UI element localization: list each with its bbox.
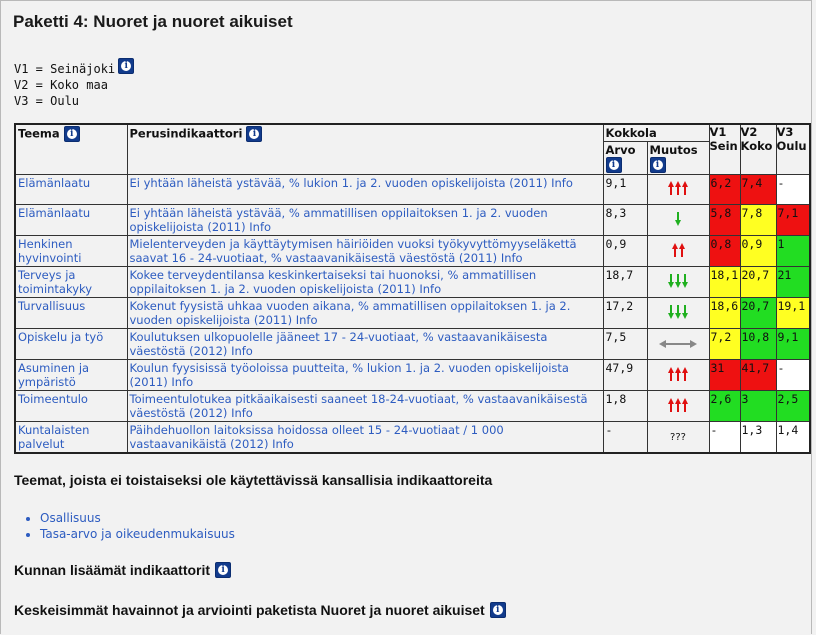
muutos-cell <box>647 391 709 422</box>
v1-cell: 18,6 <box>709 298 740 329</box>
arrow-up-icon <box>668 370 689 384</box>
indicator-cell[interactable] <box>127 298 603 329</box>
indicator-link[interactable]: Mielenterveyden ja käyttäytymisen häiriöiden vuoksi työkyvyttömyyseläkettä saavat 16 - 24-vuotiaat, % vastaavanikäisestä väestöstä (2011) Info <box>129 237 577 265</box>
legend-v2: V2 = Koko maa <box>14 78 108 92</box>
header-v2: V2 Koko <box>740 124 776 175</box>
teema-link[interactable]: Turvallisuus <box>18 299 86 313</box>
arvo-cell: 7,5 <box>603 329 647 360</box>
v2-cell: 41,7 <box>740 360 776 391</box>
table-row <box>15 329 810 360</box>
table-row <box>15 298 810 329</box>
header-arvo: Arvo i <box>603 142 647 175</box>
indicator-cell[interactable] <box>127 205 603 236</box>
legend <box>14 61 134 109</box>
table-row <box>15 360 810 391</box>
v2-cell: 3 <box>740 391 776 422</box>
section-havainnot: Keskeisimmät havainnot ja arviointi paketista Nuoret ja nuoret aikuiset i <box>14 602 506 618</box>
indicator-cell[interactable] <box>127 175 603 205</box>
table-row <box>15 236 810 267</box>
arvo-cell: 1,8 <box>603 391 647 422</box>
muutos-cell <box>647 267 709 298</box>
info-icon[interactable] <box>606 157 622 173</box>
v3-cell: 19,1 <box>776 298 810 329</box>
muutos-cell <box>647 422 709 454</box>
teema-link[interactable]: Toimeentulo <box>18 392 88 406</box>
legend-v1: V1 = Seinäjoki <box>14 62 116 76</box>
table-row <box>15 175 810 205</box>
indicator-link[interactable]: Kokee terveydentilansa keskinkertaiseksi tai huonoksi, % ammatillisen oppilaitoksen 1. ja 2. vuoden opiskelijoista (2011) Info <box>129 268 537 296</box>
indicator-link[interactable]: Koulutuksen ulkopuolelle jääneet 17 - 24-vuotiaat, % vastaavanikäisesta väestöstä (2012) Info <box>129 330 548 358</box>
section-no-indicators: Teemat, joista ei toistaiseksi ole käytettävissä kansallisia indikaattoreita <box>14 472 493 488</box>
info-icon[interactable] <box>650 157 666 173</box>
info-icon[interactable] <box>118 58 134 74</box>
v2-cell: 20,7 <box>740 298 776 329</box>
muutos-unknown: ??? <box>670 431 686 443</box>
v1-cell: 31 <box>709 360 740 391</box>
teema-cell[interactable] <box>15 175 127 205</box>
arrow-down-icon <box>675 215 682 229</box>
info-icon[interactable] <box>490 602 506 618</box>
v3-cell: - <box>776 360 810 391</box>
indicator-table <box>14 123 811 454</box>
v1-cell: 6,2 <box>709 175 740 205</box>
arrow-flat-icon <box>659 340 697 348</box>
arvo-cell: 9,1 <box>603 175 647 205</box>
teema-cell[interactable] <box>15 360 127 391</box>
arvo-cell: 47,9 <box>603 360 647 391</box>
info-icon[interactable] <box>64 126 80 142</box>
info-icon[interactable] <box>215 562 231 578</box>
v3-cell: 21 <box>776 267 810 298</box>
teema-cell[interactable] <box>15 267 127 298</box>
indicator-cell[interactable] <box>127 329 603 360</box>
v2-cell: 0,9 <box>740 236 776 267</box>
v3-cell: 7,1 <box>776 205 810 236</box>
teema-cell[interactable] <box>15 329 127 360</box>
teema-link[interactable]: Elämänlaatu <box>18 176 91 190</box>
v3-cell: 9,1 <box>776 329 810 360</box>
info-icon[interactable] <box>246 126 262 142</box>
arrow-down-icon <box>668 277 689 291</box>
indicator-link[interactable]: Ei yhtään läheistä ystävää, % ammatillisen oppilaitoksen 1. ja 2. vuoden opiskelijoista (2011) Info <box>129 206 548 234</box>
muutos-cell <box>647 329 709 360</box>
v3-cell: - <box>776 175 810 205</box>
muutos-cell <box>647 236 709 267</box>
header-kokkola: Kokkola <box>603 124 709 142</box>
indicator-cell[interactable] <box>127 236 603 267</box>
muutos-cell <box>647 205 709 236</box>
table-row <box>15 205 810 236</box>
teema-cell[interactable] <box>15 236 127 267</box>
table-row <box>15 267 810 298</box>
arvo-cell: 8,3 <box>603 205 647 236</box>
table-row <box>15 422 810 454</box>
teema-cell[interactable] <box>15 391 127 422</box>
v1-cell: 18,1 <box>709 267 740 298</box>
v1-cell: 5,8 <box>709 205 740 236</box>
teema-cell[interactable] <box>15 298 127 329</box>
arvo-cell: 17,2 <box>603 298 647 329</box>
teema-link[interactable]: Elämänlaatu <box>18 206 91 220</box>
arvo-cell: 0,9 <box>603 236 647 267</box>
indicator-cell[interactable] <box>127 422 603 454</box>
header-muutos: Muutos i <box>647 142 709 175</box>
v2-cell: 7,4 <box>740 175 776 205</box>
v3-cell: 2,5 <box>776 391 810 422</box>
indicator-link[interactable]: Päihdehuollon laitoksissa hoidossa olleet 15 - 24-vuotiaat / 1 000 vastaavanikäistä (2012) Info <box>129 423 504 451</box>
page-title: Paketti 4: Nuoret ja nuoret aikuiset <box>13 12 293 31</box>
list-item[interactable]: • Tasa-arvo ja oikeudenmukaisuus <box>40 526 235 542</box>
header-teema: Teema i <box>15 124 127 175</box>
indicator-link[interactable]: Toimeentulotukea pitkäaikaisesti saaneet 18-24-vuotiaat, % vastaavanikäisestä väestöstä (2012) Info <box>129 392 588 420</box>
header-v3: V3 Oulu <box>776 124 810 175</box>
teema-link[interactable]: Opiskelu ja työ <box>18 330 104 344</box>
list-item[interactable]: • Osallisuus <box>40 510 235 526</box>
v2-cell: 10,8 <box>740 329 776 360</box>
v2-cell: 1,3 <box>740 422 776 454</box>
muutos-cell <box>647 175 709 205</box>
section-kunnan: Kunnan lisäämät indikaattorit i <box>14 562 231 578</box>
indicator-link[interactable]: Kokenut fyysistä uhkaa vuoden aikana, % ammatillisen oppilaitoksen 1. ja 2. vuoden opiskelijoista (2011) Info <box>129 299 571 327</box>
indicator-cell[interactable] <box>127 267 603 298</box>
v3-cell: 1 <box>776 236 810 267</box>
teema-cell[interactable] <box>15 422 127 454</box>
teema-cell[interactable] <box>15 205 127 236</box>
arrow-up-icon <box>671 246 685 260</box>
muutos-cell <box>647 298 709 329</box>
arvo-cell: - <box>603 422 647 454</box>
v1-cell: 0,8 <box>709 236 740 267</box>
muutos-cell <box>647 360 709 391</box>
arrow-down-icon <box>668 308 689 322</box>
teema-link[interactable]: Terveys ja toimintakyky <box>18 268 93 296</box>
teema-link[interactable]: Kuntalaisten palvelut <box>18 423 90 451</box>
arrow-up-icon <box>668 184 689 198</box>
arvo-cell: 18,7 <box>603 267 647 298</box>
teema-link[interactable]: Asuminen ja ympäristö <box>18 361 90 389</box>
v2-cell: 7,8 <box>740 205 776 236</box>
v3-cell: 1,4 <box>776 422 810 454</box>
arrow-up-icon <box>668 401 689 415</box>
indicator-link[interactable]: Koulun fyysisissä työoloissa puutteita, % lukion 1. ja 2. vuoden opiskelijoista (2011) Info <box>129 361 569 389</box>
indicator-cell[interactable] <box>127 391 603 422</box>
table-row <box>15 391 810 422</box>
indicator-cell[interactable] <box>127 360 603 391</box>
v1-cell: 2,6 <box>709 391 740 422</box>
legend-v3: V3 = Oulu <box>14 94 80 108</box>
v1-cell: 7,2 <box>709 329 740 360</box>
header-v1: V1 Sein <box>709 124 740 175</box>
indicator-link[interactable]: Ei yhtään läheistä ystävää, % lukion 1. ja 2. vuoden opiskelijoista (2011) Info <box>129 176 573 190</box>
v2-cell: 20,7 <box>740 267 776 298</box>
theme-list <box>22 510 235 542</box>
teema-link[interactable]: Henkinen hyvinvointi <box>18 237 82 265</box>
v1-cell: - <box>709 422 740 454</box>
header-perusindikaattori: Perusindikaattori i <box>127 124 603 175</box>
